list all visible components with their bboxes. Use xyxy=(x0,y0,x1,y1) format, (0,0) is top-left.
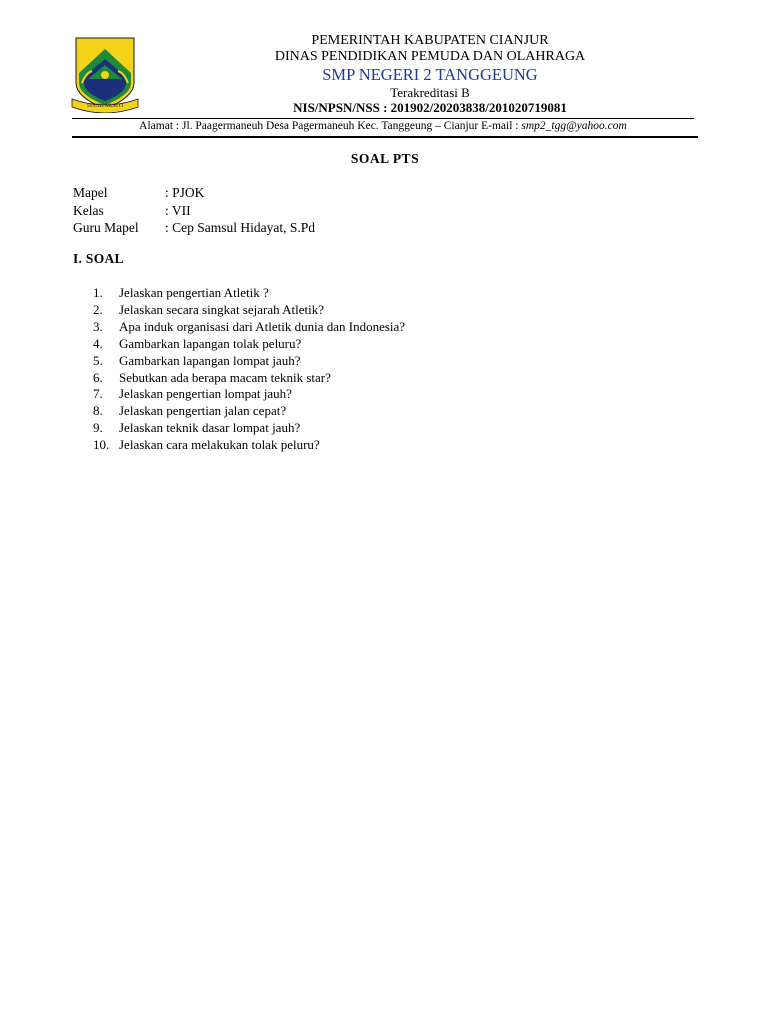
question-text: Jelaskan pengertian lompat jauh? xyxy=(119,386,292,402)
question-number: 7. xyxy=(93,386,103,402)
question-text: Gambarkan lapangan lompat jauh? xyxy=(119,352,301,368)
info-value: : VII xyxy=(165,202,191,218)
info-row xyxy=(73,184,315,202)
accreditation: Terakreditasi B xyxy=(390,85,470,100)
cianjur-regency-logo xyxy=(70,35,140,113)
letterhead xyxy=(150,33,710,116)
question-item xyxy=(93,319,405,336)
question-list xyxy=(93,285,405,454)
question-number: 3. xyxy=(93,318,103,334)
info-label: Kelas xyxy=(73,202,104,218)
email-link[interactable]: smp2_tgg@yahoo.com xyxy=(521,120,627,132)
document-title: SOAL PTS xyxy=(350,151,420,166)
section-heading: I. SOAL xyxy=(73,251,124,266)
question-text: Jelaskan secara singkat sejarah Atletik? xyxy=(119,301,325,317)
question-text: Jelaskan pengertian Atletik ? xyxy=(119,285,269,300)
department-name: DINAS PENDIDIKAN PEMUDA DAN OLAHRAGA xyxy=(274,49,586,64)
info-row xyxy=(73,202,315,220)
question-item xyxy=(93,353,405,370)
question-number: 10. xyxy=(93,437,110,453)
question-item xyxy=(93,386,405,403)
school-name: SMP NEGERI 2 TANGGEUNG xyxy=(322,65,538,84)
question-number: 5. xyxy=(93,352,103,368)
question-item xyxy=(93,302,405,319)
question-number: 8. xyxy=(93,403,103,419)
question-text: Gambarkan lapangan tolak peluru? xyxy=(119,335,302,351)
question-text: Jelaskan cara melakukan tolak peluru? xyxy=(119,437,320,453)
school-address xyxy=(72,119,694,134)
question-number: 6. xyxy=(93,369,103,385)
info-label: Guru Mapel xyxy=(73,220,139,235)
question-number: 1. xyxy=(93,285,103,300)
info-value: : Cep Samsul Hidayat, S.Pd xyxy=(165,220,316,235)
question-item xyxy=(93,285,405,302)
question-number: 2. xyxy=(93,301,103,317)
address-text: Alamat : Jl. Paagermaneuh Desa Pagermaneuh Kec. Tanggeung – Cianjur E-mail : xyxy=(139,120,522,132)
question-item xyxy=(93,420,405,437)
question-text: Jelaskan pengertian jalan cepat? xyxy=(119,403,287,419)
info-label: Mapel xyxy=(73,185,108,200)
question-item xyxy=(93,336,405,353)
letterhead-divider-bottom xyxy=(72,136,698,138)
question-text: Jelaskan teknik dasar lompat jauh? xyxy=(119,420,301,436)
question-text: Apa induk organisasi dari Atletik dunia dan Indonesia? xyxy=(119,318,406,334)
question-number: 4. xyxy=(93,335,103,351)
info-row xyxy=(73,219,315,237)
logo-motto: SUGIH MUKTI xyxy=(86,103,124,109)
government-name: PEMERINTAH KABUPATEN CIANJUR xyxy=(311,33,549,48)
question-text: Sebutkan ada berapa macam teknik star? xyxy=(119,369,331,385)
info-value: : PJOK xyxy=(165,185,205,200)
school-ids: NIS/NPSN/NSS : 201902/20203838/201020719081 xyxy=(293,100,567,115)
question-item xyxy=(93,437,405,454)
exam-info xyxy=(73,184,315,237)
question-item xyxy=(93,370,405,387)
question-number: 9. xyxy=(93,420,103,436)
question-item xyxy=(93,403,405,420)
